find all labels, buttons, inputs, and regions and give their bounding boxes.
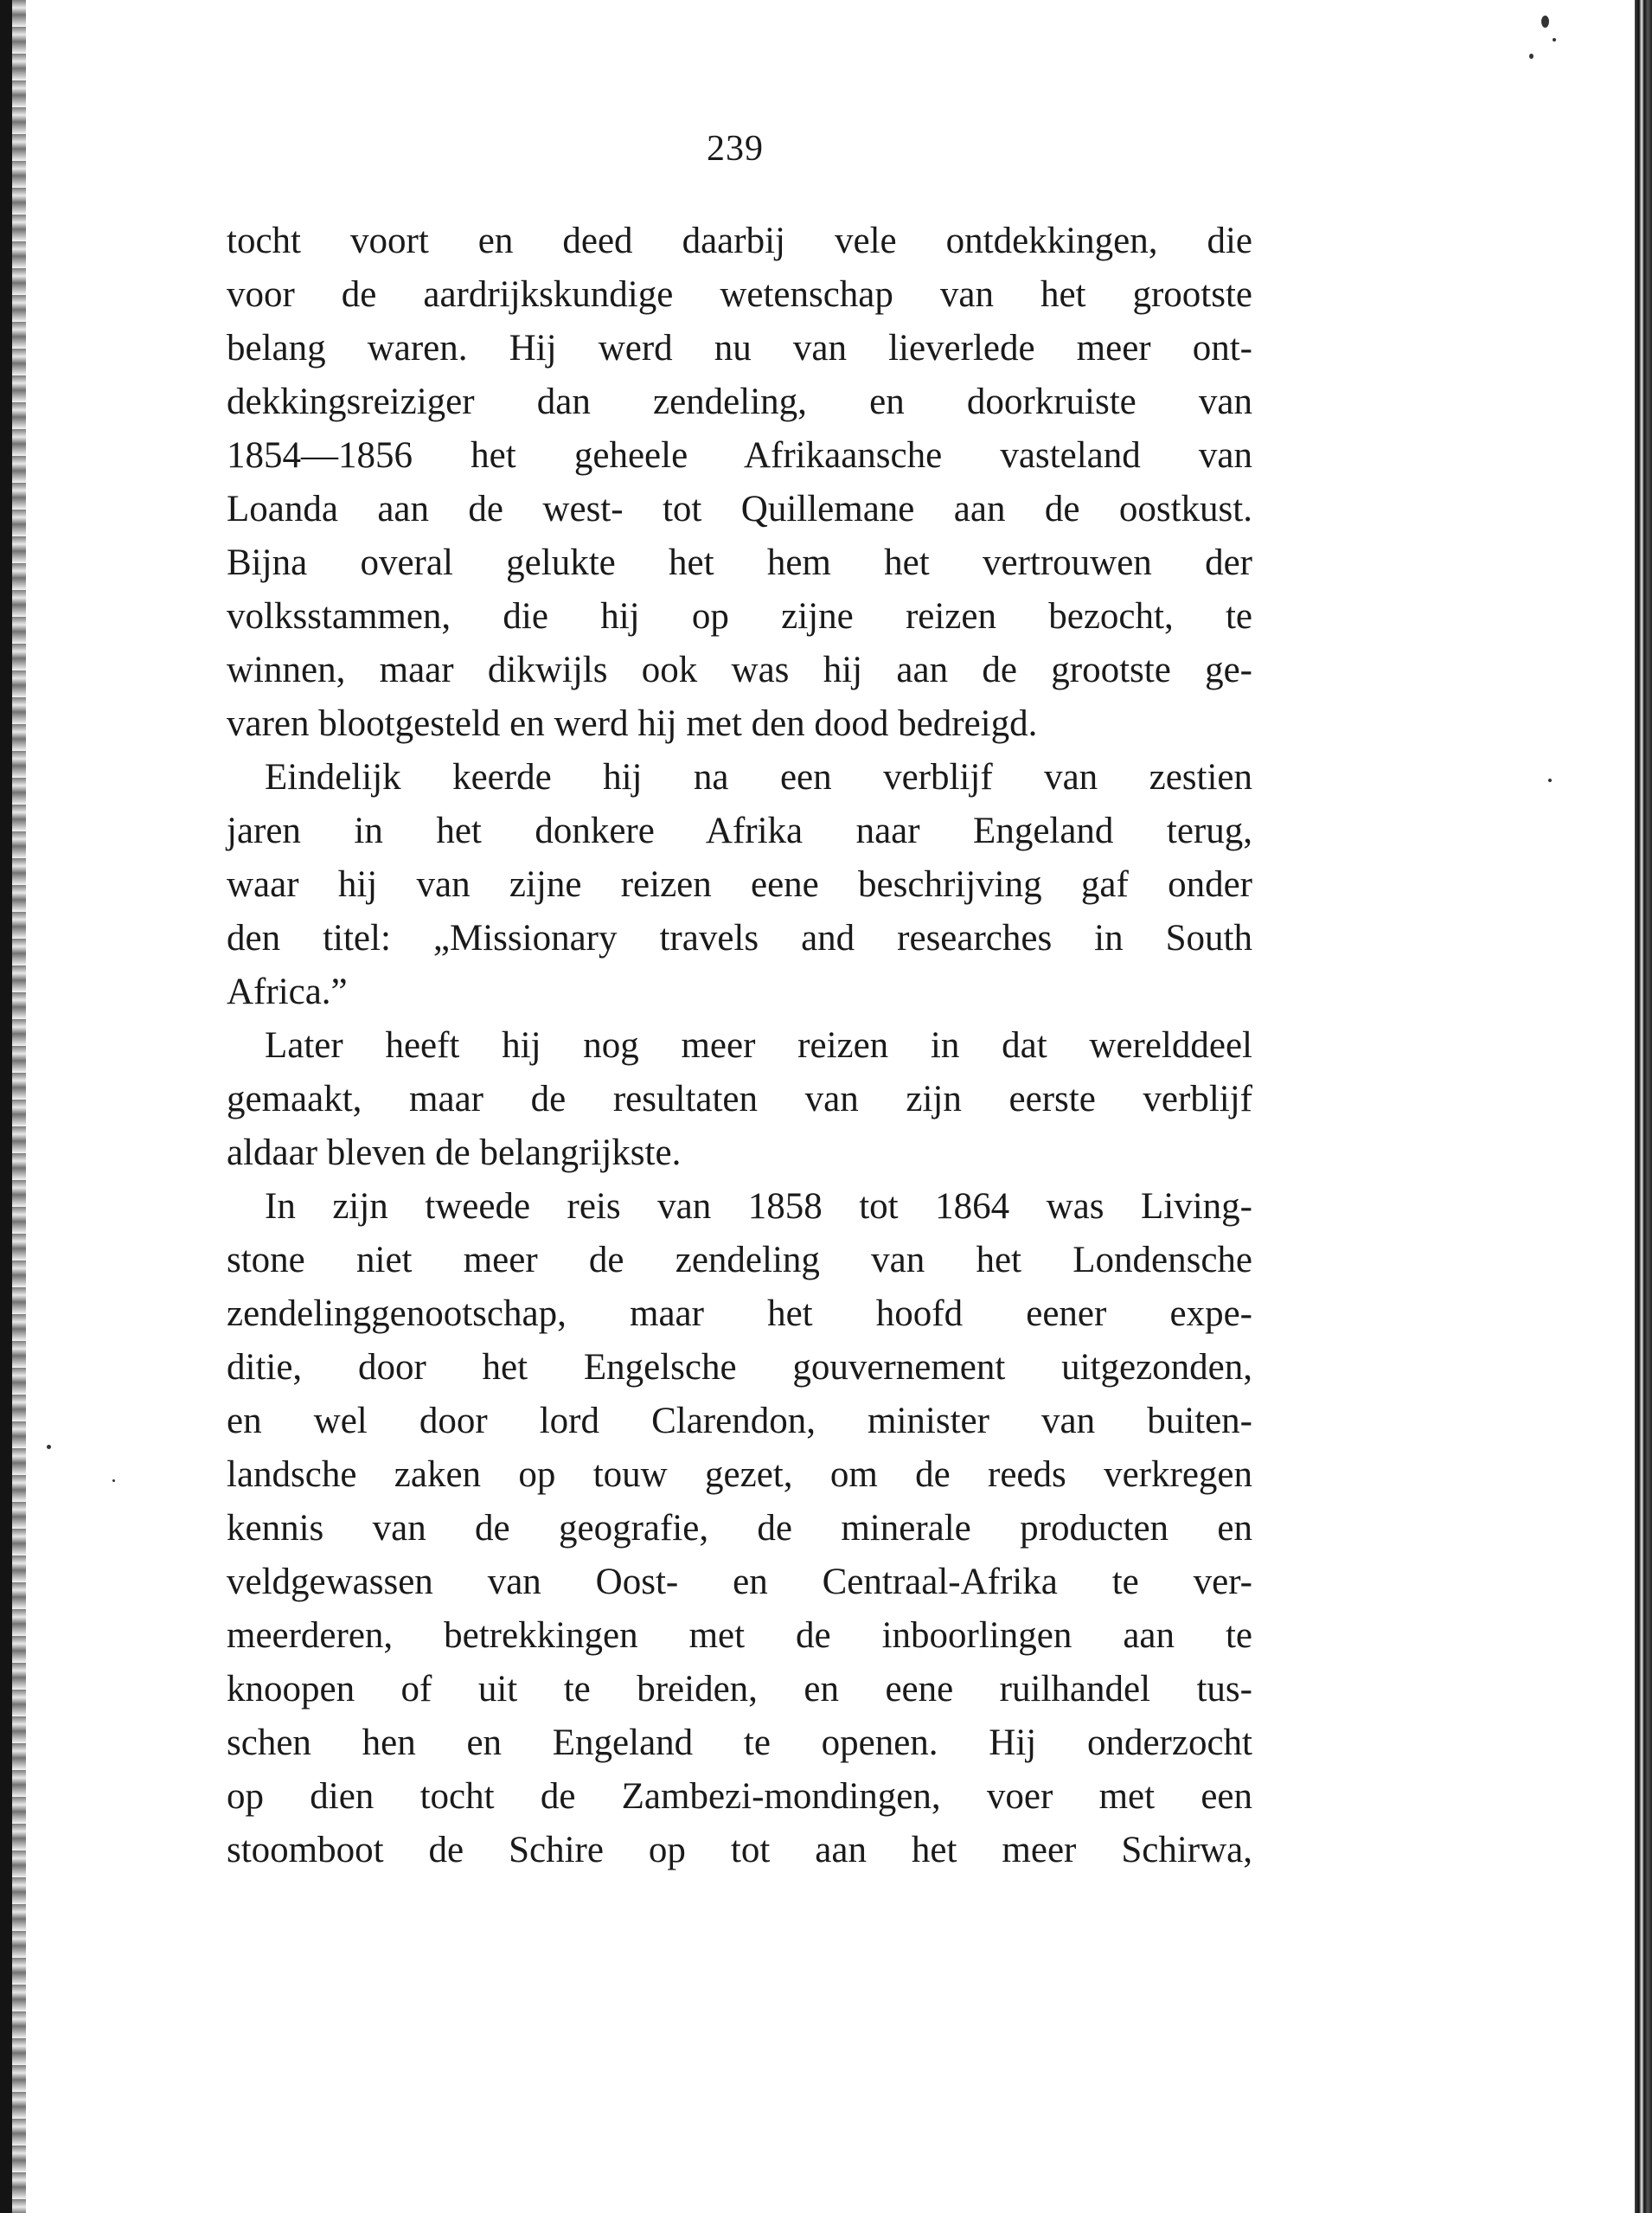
text-line: en wel door lord Clarendon, minister van buiten-: [227, 1401, 1252, 1441]
text-line: ditie, door het Engelsche gouvernement uitgezonden,: [227, 1347, 1252, 1388]
scan-speck: [1548, 779, 1552, 782]
text-line: stoomboot de Schire op tot aan het meer Schirwa,: [227, 1830, 1252, 1870]
text-line: knoopen of uit te breiden, en eene ruilhandel tus-: [227, 1669, 1252, 1709]
scan-edge-left: [0, 0, 12, 2213]
scan-speck: [47, 1445, 51, 1449]
text-line: In zijn tweede reis van 1858 tot 1864 was Living-: [265, 1186, 1252, 1227]
scan-speck: [1541, 16, 1549, 28]
scan-speck: [1553, 38, 1556, 42]
text-line: gemaakt, maar de resultaten van zijn eerste verblijf: [227, 1079, 1252, 1119]
scan-edge-left-frayed: [12, 0, 26, 2213]
text-line: meerderen, betrekkingen met de inboorlingen aan te: [227, 1615, 1252, 1656]
text-line: aldaar bleven de belangrijkste.: [227, 1132, 682, 1173]
text-line: winnen, maar dikwijls ook was hij aan de grootste ge-: [227, 650, 1252, 690]
text-line: stone niet meer de zendeling van het Londensche: [227, 1240, 1252, 1280]
scan-speck: [112, 1479, 115, 1482]
text-line: belang waren. Hij werd nu van lieverlede meer ont-: [227, 328, 1252, 369]
text-line: Later heeft hij nog meer reizen in dat werelddeel: [265, 1025, 1252, 1066]
text-line: waar hij van zijne reizen eene beschrijving gaf onder: [227, 864, 1252, 905]
body-text: [227, 215, 1252, 1877]
text-line: volksstammen, die hij op zijne reizen bezocht, te: [227, 596, 1252, 637]
text-line: Africa.”: [227, 972, 348, 1012]
text-line: schen hen en Engeland te openen. Hij onderzocht: [227, 1722, 1252, 1763]
text-line: voor de aardrijkskundige wetenschap van het grootste: [227, 274, 1252, 315]
text-line: veldgewassen van Oost- en Centraal-Afrika te ver-: [227, 1562, 1252, 1602]
page-number: 239: [707, 129, 764, 169]
text-line: varen blootgesteld en werd hij met den dood bedreigd.: [227, 703, 1038, 744]
text-line: dekkingsreiziger dan zendeling, en doorkruiste van: [227, 382, 1252, 422]
text-line: op dien tocht de Zambezi-mondingen, voer met een: [227, 1776, 1252, 1817]
text-line: 1854—1856 het geheele Afrikaansche vasteland van: [227, 435, 1252, 476]
text-line: tocht voort en deed daarbij vele ontdekkingen, die: [227, 221, 1252, 261]
scan-edge-right: [1635, 0, 1652, 2213]
text-line: Bijna overal gelukte het hem het vertrouwen der: [227, 542, 1252, 583]
text-line: kennis van de geografie, de minerale producten en: [227, 1508, 1252, 1549]
text-line: Loanda aan de west- tot Quillemane aan de oostkust.: [227, 489, 1252, 529]
text-line: zendelinggenootschap, maar het hoofd eener expe-: [227, 1293, 1252, 1334]
text-line: landsche zaken op touw gezet, om de reeds verkregen: [227, 1454, 1252, 1495]
text-line: den titel: „Missionary travels and researches in South: [227, 918, 1252, 959]
text-line: Eindelijk keerde hij na een verblijf van zestien: [265, 757, 1252, 798]
scan-speck: [1529, 54, 1534, 59]
text-line: jaren in het donkere Afrika naar Engeland terug,: [227, 811, 1252, 851]
